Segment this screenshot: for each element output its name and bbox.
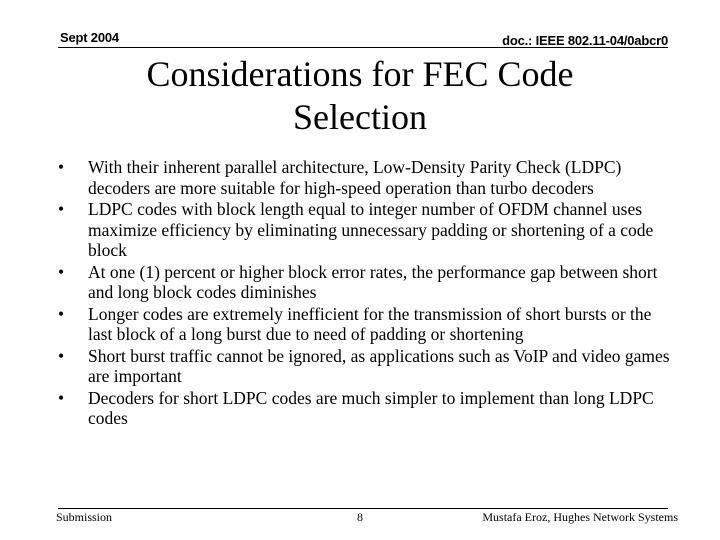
- footer-submission: Submission: [56, 510, 113, 524]
- bullet-text: Longer codes are extremely inefficient for the transmission of short bursts or the last block of a long burst due to need of padding or shortening: [88, 303, 652, 344]
- footer-page-number: 8: [357, 510, 363, 524]
- bullet-dot-icon: •: [58, 303, 65, 324]
- bullet-dot-icon: •: [58, 261, 65, 282]
- bullet-item: [58, 304, 678, 345]
- bullet-item: [58, 388, 678, 429]
- bullet-dot-icon: •: [58, 157, 65, 177]
- bullet-text: Short burst traffic cannot be ignored, as applications such as VoIP and video games are important: [88, 345, 670, 386]
- bullet-item: [58, 346, 678, 387]
- header-date: Sept 2004: [60, 30, 119, 45]
- header-doc-id: doc.: IEEE 802.11-04/0abcr0: [502, 33, 668, 48]
- bullet-dot-icon: •: [58, 387, 65, 408]
- bullet-item: [58, 199, 678, 261]
- bullet-list: [58, 157, 678, 430]
- bullet-dot-icon: •: [58, 345, 65, 366]
- slide-title-line-2: Selection: [293, 97, 427, 137]
- bullet-text: Decoders for short LDPC codes are much simpler to implement than long LDPC codes: [88, 387, 654, 428]
- bullet-text: At one (1) percent or higher block error rates, the performance gap between short and long block codes diminishes: [88, 261, 658, 302]
- bullet-item: [58, 157, 678, 198]
- header-divider: [58, 47, 668, 48]
- footer-author: Mustafa Eroz, Hughes Network Systems: [482, 510, 678, 524]
- footer-divider: [58, 508, 668, 509]
- slide-title-line-1: Considerations for FEC Code: [146, 54, 574, 94]
- bullet-dot-icon: •: [58, 199, 65, 219]
- slide-title: [60, 53, 660, 139]
- bullet-text: LDPC codes with block length equal to integer number of OFDM channel uses maximize efficiency by eliminating unnecessary padding or shortening of a code block: [88, 199, 654, 260]
- bullet-text: With their inherent parallel architecture, Low-Density Parity Check (LDPC) decoders are more suitable for high-speed operation than turbo decoders: [88, 157, 622, 198]
- bullet-item: [58, 262, 678, 303]
